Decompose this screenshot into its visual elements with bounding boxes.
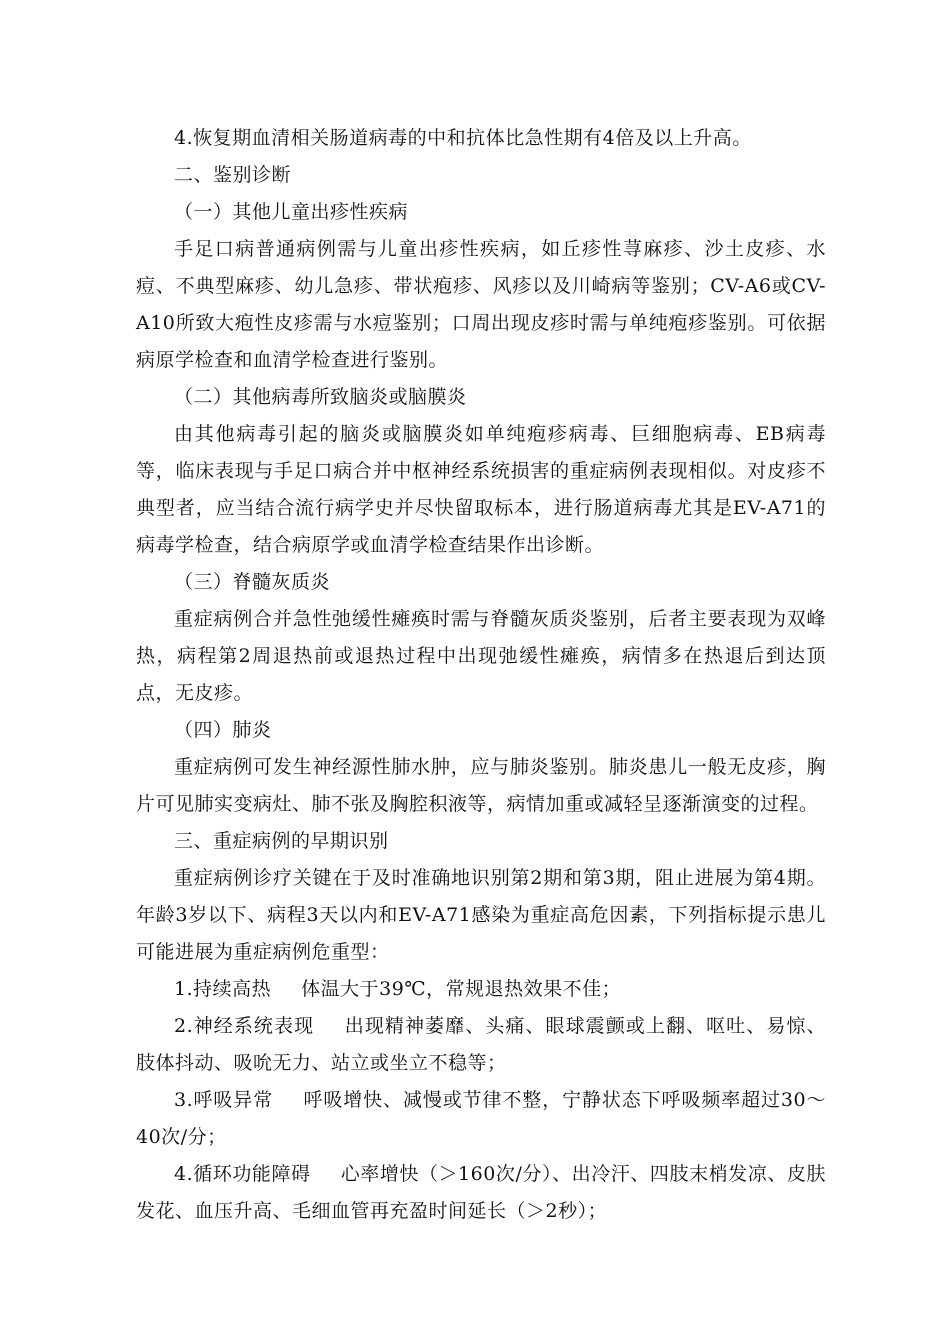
paragraph-poliomyelitis: 重症病例合并急性弛缓性瘫痪时需与脊髓灰质炎鉴别，后者主要表现为双峰热，病程第2周退热前或退热过程中出现弛缓性瘫痪，病情多在热退后到达顶点，无皮疹。 xyxy=(136,608,826,704)
section-heading-early-recognition: 三、重症病例的早期识别 xyxy=(174,830,389,852)
subheading-viral-encephalitis: （二）其他病毒所致脑炎或脑膜炎 xyxy=(174,386,467,408)
list-item-high-fever xyxy=(136,971,826,1008)
paragraph-early-recognition: 重症病例诊疗关键在于及时准确地识别第2期和第3期，阻止进展为第4期。年龄3岁以下、病程3天以内和EV-A71感染为重症高危因素，下列指标提示患儿可能进展为重症病例危重型： xyxy=(136,867,826,963)
item-term: 3.呼吸异常 xyxy=(174,1089,274,1111)
section-heading-differential-diagnosis: 二、鉴别诊断 xyxy=(174,164,292,186)
subheading-pneumonia: （四）肺炎 xyxy=(174,719,272,741)
item-description: 呼吸增快、减慢或节律不整，宁静状态下呼吸频率超过30～40次/分； xyxy=(136,1089,826,1148)
subheading-rash-diseases: （一）其他儿童出疹性疾病 xyxy=(174,201,409,223)
item-term: 1.持续高热 xyxy=(174,978,272,1000)
list-item-neurological xyxy=(136,1008,826,1082)
paragraph-recovery-antibody: 4.恢复期血清相关肠道病毒的中和抗体比急性期有4倍及以上升高。 xyxy=(174,127,752,149)
item-term: 4.循环功能障碍 xyxy=(174,1163,311,1185)
item-description: 出现精神萎靡、头痛、眼球震颤或上翻、呕吐、易惊、肢体抖动、吸吮无力、站立或坐立不稳等； xyxy=(136,1015,826,1074)
paragraph-viral-encephalitis: 由其他病毒引起的脑炎或脑膜炎如单纯疱疹病毒、巨细胞病毒、EB病毒等，临床表现与手足口病合并中枢神经系统损害的重症病例表现相似。对皮疹不典型者，应当结合流行病学史并尽快留取标本，进行肠道病毒尤其是EV-A71的病毒学检查，结合病原学或血清学检查结果作出诊断。 xyxy=(136,423,826,556)
list-item-circulatory xyxy=(136,1156,826,1230)
paragraph-pneumonia: 重症病例可发生神经源性肺水肿，应与肺炎鉴别。肺炎患儿一般无皮疹，胸片可见肺实变病灶、肺不张及胸腔积液等，病情加重或减轻呈逐渐演变的过程。 xyxy=(136,756,826,815)
item-description: 心率增快（＞160次/分）、出冷汗、四肢末梢发凉、皮肤发花、血压升高、毛细血管再充盈时间延长（＞2秒）； xyxy=(136,1163,826,1222)
item-description: 体温大于39℃，常规退热效果不佳； xyxy=(301,978,622,1000)
document-body xyxy=(136,120,826,1230)
list-item-respiratory xyxy=(136,1082,826,1156)
subheading-poliomyelitis: （三）脊髓灰质炎 xyxy=(174,571,331,593)
paragraph-rash-diseases: 手足口病普通病例需与儿童出疹性疾病，如丘疹性荨麻疹、沙土皮疹、水痘、不典型麻疹、幼儿急疹、带状疱疹、风疹以及川崎病等鉴别；CV-A6或CV-A10所致大疱性皮疹需与水痘鉴别；口周出现皮疹时需与单纯疱疹鉴别。可依据病原学检查和血清学检查进行鉴别。 xyxy=(136,238,826,371)
item-term: 2.神经系统表现 xyxy=(174,1015,315,1037)
